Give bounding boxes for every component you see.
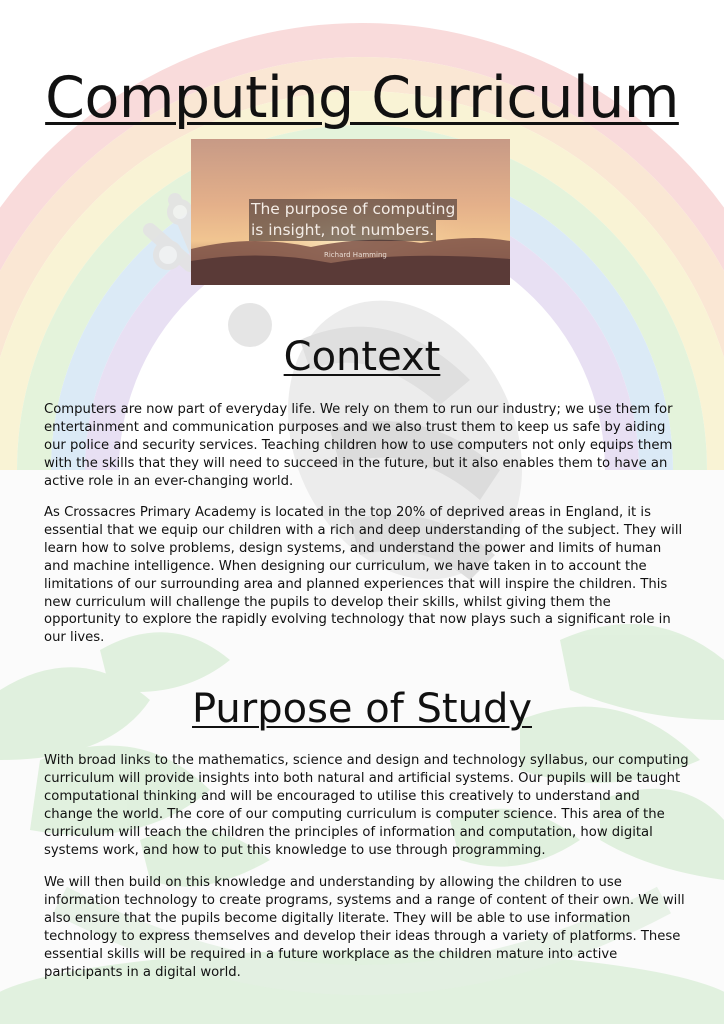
purpose-paragraph: We will then build on this knowledge and understanding by allowing the children to use information technology to create programs, systems and a range of content of their own. We will also ensure that the pupils become digitally literate. They will be able to use information technology to express themselves and develop their ideas through a variety of platforms. These essential skills will be required in a future workplace as the children mature into active participants in a digital world. [44,875,685,980]
quote-author: Richard Hamming [324,251,387,259]
context-paragraph: As Crossacres Primary Academy is located in the top 20% of deprived areas in England, it is essential that we equip our children with a rich and deep understanding of the subject. They will learn how to solve problems, design systems, and understand the power and limits of human and machine intelligence. When designing our curriculum, we have taken in to account the limitations of our surrounding area and planned experiences that will inspire the children. This new curriculum will challenge the pupils to develop their skills, whilst giving them the opportunity to explore the rapidly evolving technology that now plays such a significant role in our lives. [44,505,683,646]
context-paragraph: Computers are now part of everyday life. We rely on them to run our industry; we use them for entertainment and communication purposes and we also trust them to keep us safe by aiding our police and security services. Teaching children how to use computers not only equips them with the skills that they will need to succeed in the future, but it also enables them to have an active role in an ever-changing world. [44,402,673,489]
page-title: Computing Curriculum [45,65,679,131]
quote-image [191,139,510,285]
quote-line: is insight, not numbers. [251,221,435,239]
context-heading: Context [283,334,441,380]
purpose-paragraph: With broad links to the mathematics, science and design and technology syllabus, our computing curriculum will provide insights into both natural and artificial systems. Our pupils will be taught computational thinking and will be encouraged to utilise this creatively to understand and change the world. The core of our computing curriculum is computer science. This area of the curriculum will teach the children the principles of information and computation, how digital systems work, and how to put this knowledge to use through programming. [44,753,689,858]
purpose-heading: Purpose of Study [192,686,532,732]
quote-text [249,199,456,241]
quote-line: The purpose of computing [251,200,456,218]
